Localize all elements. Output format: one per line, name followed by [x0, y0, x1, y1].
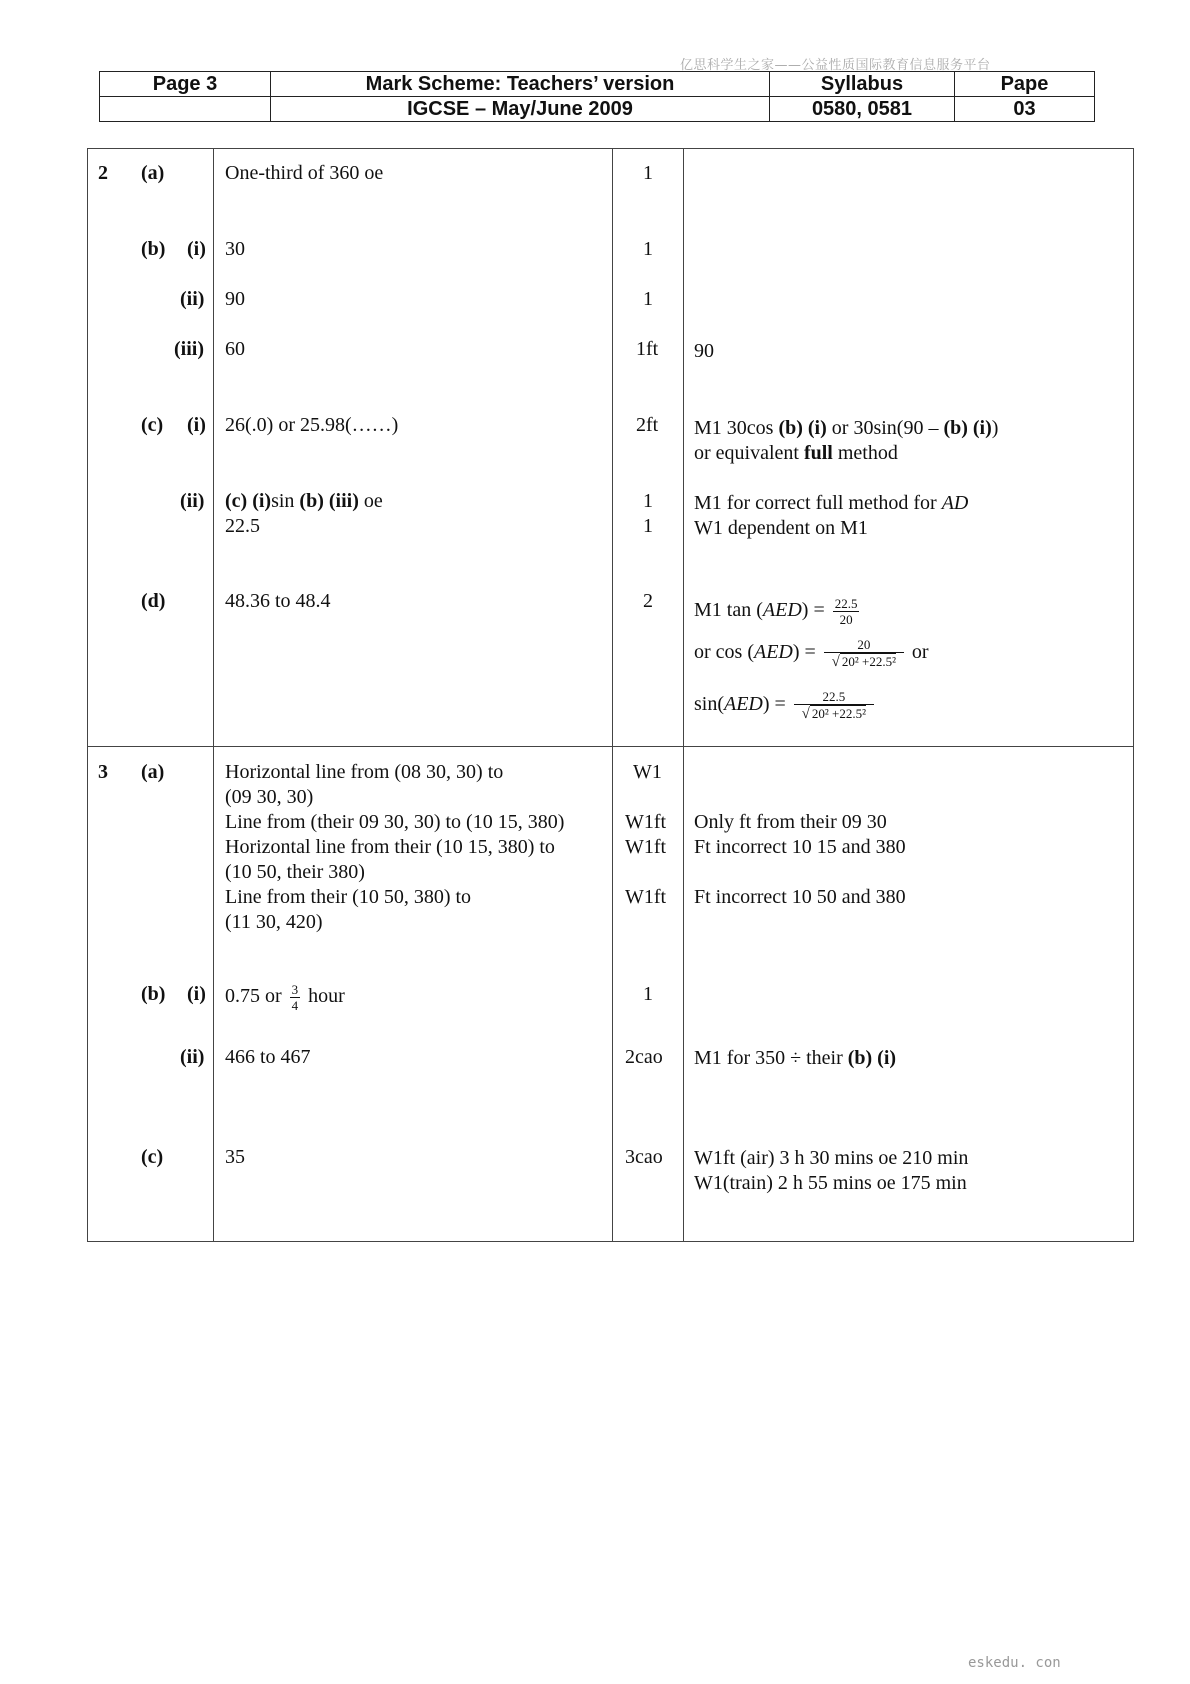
- paper-label: Pape: [955, 72, 1095, 97]
- mark: 1: [643, 288, 653, 310]
- guidance-note: M1 30cos (b) (i) or 30sin(90 – (b) (i)): [694, 417, 999, 439]
- answer: 0.75 or $\frac{3}{4}$ hour: [225, 981, 345, 1013]
- guidance-note: or equivalent full method: [694, 442, 898, 464]
- footer-watermark: eskedu. con: [968, 1655, 1061, 1671]
- mark: 1: [643, 490, 653, 512]
- paper-number: 03: [955, 97, 1095, 122]
- part-label: (a): [141, 761, 165, 783]
- answer: 30: [225, 238, 245, 260]
- part-label: (a): [141, 162, 165, 184]
- answer: Line from their (10 50, 380) to: [225, 886, 472, 908]
- document-title: Mark Scheme: Teachers’ version: [271, 72, 770, 97]
- header-empty-cell: [100, 97, 271, 122]
- mark: 2ft: [636, 414, 659, 436]
- mark: 2: [643, 590, 653, 612]
- mark: 1: [643, 162, 653, 184]
- answer: (c) (i)sin (b) (iii) oe: [225, 490, 383, 512]
- part-label: (b): [141, 238, 166, 260]
- mark: 1ft: [636, 338, 659, 360]
- guidance-note: W1 dependent on M1: [694, 517, 868, 539]
- answer: Horizontal line from (08 30, 30) to: [225, 761, 504, 783]
- part-label: (d): [141, 590, 166, 612]
- subpart-label: (ii): [180, 1046, 205, 1068]
- answer: One-third of 360 oe: [225, 162, 384, 184]
- page-number: Page 3: [100, 72, 271, 97]
- mark: W1ft: [625, 836, 667, 858]
- guidance-note: or cos (AED) = $\frac{20}{\text{√ 20² +22.5²}}$ or: [694, 636, 929, 670]
- mark: 1: [643, 238, 653, 260]
- mark: 1: [643, 515, 653, 537]
- answer: (11 30, 420): [225, 911, 323, 933]
- guidance-note: sin(AED) = $\frac{22.5}{\text{√ 20² +22.5²}}$: [694, 685, 877, 723]
- mark: W1: [633, 761, 662, 783]
- guidance-note: M1 tan (AED) = $\frac{22.5}{20}$: [694, 595, 858, 627]
- answer: 48.36 to 48.4: [225, 590, 331, 612]
- answer: 60: [225, 338, 245, 360]
- guidance-note: Ft incorrect 10 15 and 380: [694, 836, 906, 858]
- syllabus-code: 0580, 0581: [770, 97, 955, 122]
- guidance-note: M1 for correct full method for AD: [694, 492, 969, 514]
- mark: 1: [643, 983, 653, 1005]
- answer: Horizontal line from their (10 15, 380) to: [225, 836, 555, 858]
- question-number: 3: [98, 761, 108, 783]
- guidance-note: M1 for 350 ÷ their (b) (i): [694, 1047, 897, 1069]
- mark-scheme-table: [87, 148, 1134, 1242]
- answer: Line from (their 09 30, 30) to (10 15, 380): [225, 811, 565, 833]
- exam-session: IGCSE – May/June 2009: [271, 97, 770, 122]
- part-label: (b): [141, 983, 166, 1005]
- syllabus-label: Syllabus: [770, 72, 955, 97]
- question-number: 2: [98, 162, 108, 184]
- answer: (10 50, their 380): [225, 861, 365, 883]
- part-label: (c): [141, 1146, 164, 1168]
- mark: 3cao: [625, 1146, 663, 1168]
- answer: (09 30, 30): [225, 786, 314, 808]
- answer: 26(.0) or 25.98(……): [225, 414, 399, 436]
- answer: 35: [225, 1146, 245, 1168]
- watermark: 亿思科学生之家——公益性质国际教育信息服务平台: [680, 58, 991, 73]
- guidance-note: Only ft from their 09 30: [694, 811, 887, 833]
- subpart-label: (i): [187, 983, 206, 1005]
- mark: W1ft: [625, 886, 667, 908]
- guidance-note: W1(train) 2 h 55 mins oe 175 min: [694, 1172, 967, 1194]
- subpart-label: (iii): [174, 338, 204, 360]
- mark: W1ft: [625, 811, 667, 833]
- answer: 22.5: [225, 515, 260, 537]
- answer: 466 to 467: [225, 1046, 311, 1068]
- subpart-label: (ii): [180, 288, 205, 310]
- guidance-note: W1ft (air) 3 h 30 mins oe 210 min: [694, 1147, 969, 1169]
- answer: 90: [225, 288, 245, 310]
- header-table: [99, 71, 1095, 122]
- guidance-note: Ft incorrect 10 50 and 380: [694, 886, 906, 908]
- subpart-label: (ii): [180, 490, 205, 512]
- subpart-label: (i): [187, 238, 206, 260]
- guidance-note: 90: [694, 340, 714, 362]
- mark: 2cao: [625, 1046, 663, 1068]
- subpart-label: (i): [187, 414, 206, 436]
- part-label: (c): [141, 414, 164, 436]
